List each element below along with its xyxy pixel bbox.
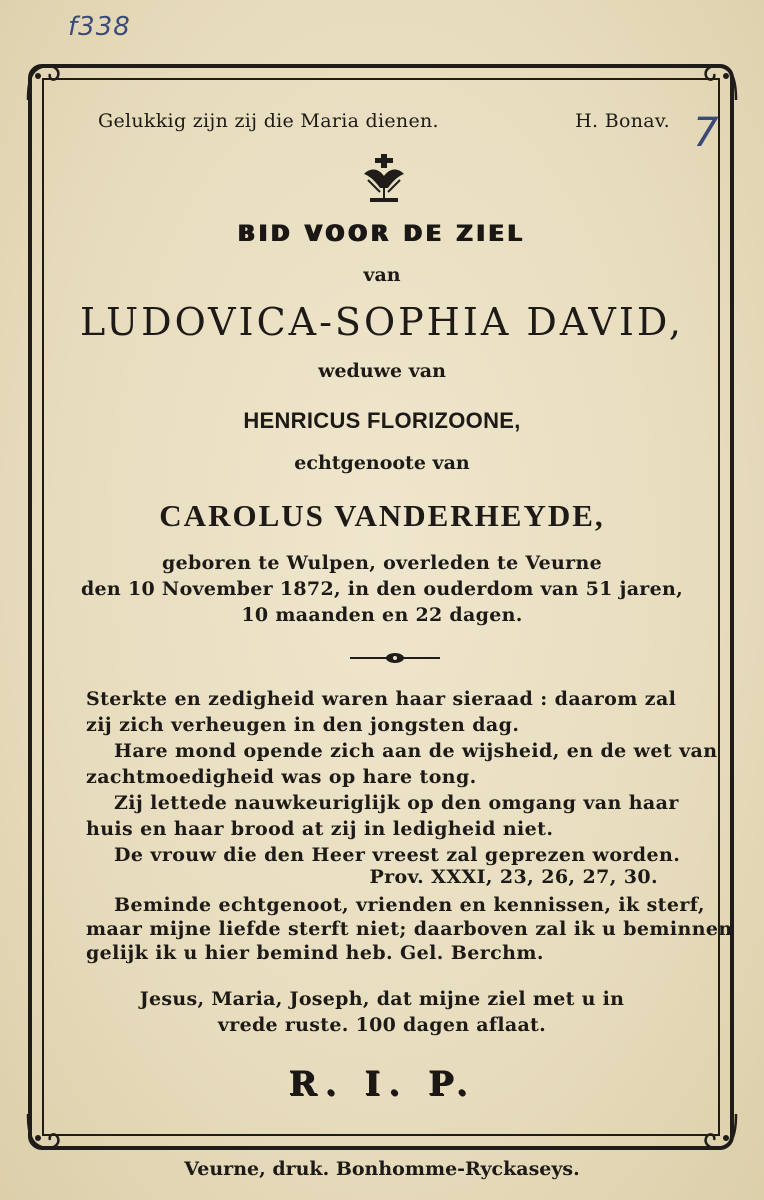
- verse-line: De vrouw die den Heer vreest zal geprezen worden.: [114, 844, 681, 866]
- verse-line: gelijk ik u hier bemind heb. Gel. Berchm.: [86, 942, 544, 964]
- motto-row: [98, 110, 670, 132]
- corner-ornament-icon: [696, 60, 740, 104]
- verse-line: zij zich verheugen in den jongsten dag.: [86, 714, 520, 736]
- cross-emblem-icon: [358, 152, 410, 204]
- bio-line: 10 maanden en 22 dagen.: [241, 604, 523, 626]
- corner-ornament-icon: [24, 60, 68, 104]
- van-label: van: [363, 264, 401, 286]
- corner-mark: 7: [693, 110, 719, 156]
- verse-line: maar mijne liefde sterft niet; daarboven zal ik u beminnen: [86, 918, 733, 940]
- bio-line: geboren te Wulpen, overleden te Veurne: [162, 552, 602, 574]
- corner-ornament-icon: [24, 1110, 68, 1154]
- printer-imprint: Veurne, druk. Bonhomme-Ryckaseys.: [184, 1158, 580, 1180]
- rip-text: R. I. P.: [288, 1064, 476, 1104]
- widow-of-label: weduwe van: [318, 360, 446, 382]
- verse-reference: Prov. XXXI, 23, 26, 27, 30.: [369, 866, 658, 888]
- verse-line: zachtmoedigheid was op hare tong.: [86, 766, 477, 788]
- motto-text: Gelukkig zijn zij die Maria dienen.: [98, 110, 439, 132]
- verse-line: Hare mond opende zich aan de wijsheid, en de wet van: [114, 740, 718, 762]
- archive-note: f338: [68, 12, 131, 42]
- second-husband-name: CAROLUS VANDERHEYDE,: [159, 498, 605, 533]
- verse-line: Beminde echtgenoot, vrienden en kennissen, ik sterf,: [114, 894, 705, 916]
- divider-ornament-icon: [348, 650, 442, 666]
- verse-line: Zij lettede nauwkeuriglijk op den omgang van haar: [114, 792, 679, 814]
- corner-ornament-icon: [696, 1110, 740, 1154]
- bio-line: den 10 November 1872, in den ouderdom van 51 jaren,: [80, 578, 684, 600]
- deceased-name: LUDOVICA-SOPHIA DAVID,: [79, 300, 685, 344]
- pray-title: BID VOOR DE ZIEL: [238, 222, 526, 247]
- motto-source: H. Bonav.: [575, 110, 670, 132]
- verse-line: huis en haar brood at zij in ledigheid niet.: [86, 818, 554, 840]
- prayer-line: vrede ruste. 100 dagen aflaat.: [217, 1014, 547, 1036]
- spouse-of-label: echtgenoote van: [294, 452, 470, 474]
- prayer-line: Jesus, Maria, Joseph, dat mijne ziel met u in: [139, 988, 625, 1010]
- first-husband-name: HENRICUS FLORIZOONE,: [243, 408, 521, 433]
- verse-line: Sterkte en zedigheid waren haar sieraad : daarom zal: [86, 688, 677, 710]
